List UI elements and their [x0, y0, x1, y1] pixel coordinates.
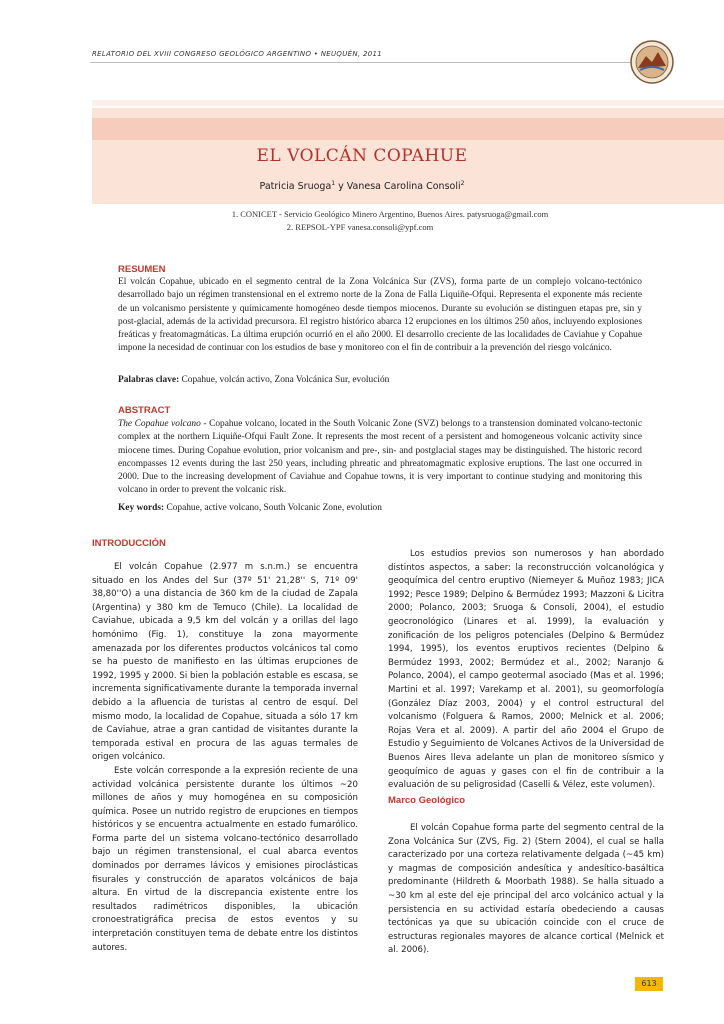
author-2-sup: 2 [460, 180, 465, 187]
paper-title: EL VOLCÁN COPAHUE [256, 146, 468, 166]
resumen-heading: RESUMEN [118, 264, 166, 275]
resumen-keywords-value: Copahue, volcán activo, Zona Volcánica Sur, evolución [179, 375, 390, 385]
author-1: Patricia Sruoga [259, 181, 332, 193]
author-1-sup: 1 [331, 180, 336, 187]
resumen-text: El volcán Copahue, ubicado en el segmento central de la Zona Volcánica Sur (ZVS), forma parte de un complejo volcano-tectónico desarrollado bajo un régimen transtensional en el extremo norte de la Zona de Falla Liquiñe-Ofqui. Representa el exponente más reciente de un volcanismo persistente y químicamente homogéneo desde tiempos miocenos. Durante su evolución se distinguen etapas pre, sin y post-glacial, además de la actividad precursora. El registro histórico abarca 12 erupciones en los últimos 250 años, incluyendo explosiones freáticas y freatomagmáticas. La última erupción ocurrió en el año 2000. El desarrollo creciente de las localidades de Caviahue y Copahue impone la necesidad de continuar con los estudios de base y monitoreo con el fin de contribuir a la prevención del riesgo volcánico. [118, 277, 642, 354]
abstract-body: - Copahue volcano, located in the South Volcanic Zone (SVZ) belongs to a transtension dominated volcano-tectonic complex at the northern Liquiñe-Ofqui Fault Zone. It represents the most recent of a persistent and homogeneous volcanic activity since miocene times. During Copahue evolution, prior volcanism and pre-, sin- and postglacial stages may be distinguished. The historic record encompasses 12 events during the last 250 years, including phreatic and phreatomagmatic explosive eruptions. The last one occurred in 2000. Due to the increasing development of Caviahue and Copahue towns, it is very important to continue studying and monitoring this volcano in order to prevent the volcanic risk. [118, 419, 643, 496]
intro-paragraph-3: Los estudios previos son numerosos y han abordado distintos aspectos, a saber: la reconstrucción volcanológica y geoquímica del centro eruptivo (Niemeyer & Muñoz 1983; JICA 1992; Pesce 1989; Delpino & Bermúdez 1993; Mazzoni & Licitra 2000; Polanco, 2003; Sruoga & Consoli, 2004), el estudio geocronológico (Linares et al. 1999), la evaluación y zonificación de los peligros potenciales (Delpino & Bermúdez 1994, 1995), los eventos eruptivos recientes (Delpino & Bermúdez 1993, 2002; Bermúdez et al., 2002; Naranjo & Polanco, 2004), el campo geotermal asociado (Mas et al. 1996; Martini et al. 1997; Varekamp et al. 2001), su geomorfología (González Díaz 2003, 2004) y el control estructural del volcanismo (Folguera & Ramos, 2000; Melnick et al. 2006; Rojas Vera et al. 2009). A partir del año 2004 el Grupo de Estudio y Seguimiento de Volcanes Activos de la Universidad de Buenos Aires lleva adelante un plan de monitoreo sísmico y geoquímico de aguas y gases con el fin de contribuir a la evaluación de su peligrosidad (Caselli & Vélez, este volumen). [388, 549, 664, 791]
left-column [92, 561, 358, 955]
running-head: RELATORIO DEL XVIII CONGRESO GEOLÓGICO ARGENTINO • NEUQUÉN, 2011 [92, 50, 382, 58]
page-number: 613 [635, 977, 663, 991]
author-connector: y Vanesa Carolina Consoli [335, 181, 461, 193]
header-divider [90, 62, 630, 63]
title-band-top [92, 100, 724, 106]
intro-paragraph-1: El volcán Copahue (2.977 m s.n.m.) se encuentra situado en los Andes del Sur (37º 51' 21,28'' S, 71º 09' 38,80''O) a una distancia de 360 km de la ciudad de Zapala (Argentina) y 380 km de Temuco (Chile). La localidad de Caviahue, ubicada a 9,5 km del volcán y a orillas del lago homónimo (Fig. 1), constituye la zona mayormente amenazada por los diferentes productos volcánicos tal como se ha puesto de manifiesto en las últimas erupciones de 1992, 1995 y 2000. Si bien la población estable es escasa, se incrementa significativamente durante la temporada invernal debido a la afluencia de turistas al centro de esquí. Del mismo modo, la localidad de Copahue, situada a sólo 17 km de Caviahue, atrae a gran cantidad de visitantes durante la temporada estival en procura de las aguas termales de origen volcánico. [92, 562, 358, 763]
abstract-keywords-value: Copahue, active volcano, South Volcanic Zone, evolution [164, 503, 382, 513]
authors [0, 180, 724, 192]
resumen-keywords [118, 375, 642, 385]
introduccion-heading: INTRODUCCIÓN [92, 538, 166, 549]
intro-paragraph-2: Este volcán corresponde a la expresión reciente de una actividad volcánica persistente durante los últimos ~20 millones de años y muy homogénea en su composición química. Posee un nutrido registro de erupciones en tiempos históricos y se encuentra actualmente en estado fumarólico. Forma parte del un sistema volcano-tectónico desarrollado bajo un régimen transtensional, el cual abarca eventos dominados por derrames lávicos y emisiones piroclásticas fisurales y construcción de aparatos volcánicos de baja altura. En virtud de la discrepancia existente entre los resultados radimétricos disponibles, la ubicación cronoestratigráfica precisa de estos eventos y su interpretación constituyen tema de debate entre los distintos autores. [92, 765, 358, 953]
marco-column [388, 822, 664, 958]
resumen-keywords-label: Palabras clave: [118, 375, 180, 385]
title-band-stripe [92, 118, 724, 140]
abstract-lead: The Copahue volcano [118, 419, 201, 429]
abstract-keywords [118, 503, 642, 513]
congress-logo-icon [630, 40, 674, 84]
affiliation-1: 1. CONICET - Servicio Geológico Minero Argentino, Buenos Aires. patysruoga@gmail.com [231, 209, 549, 219]
affiliation-2: 2. REPSOL-YPF vanesa.consoli@ypf.com [286, 222, 434, 232]
abstract-text [118, 418, 642, 498]
abstract-heading: ABSTRACT [118, 405, 171, 416]
right-column [388, 548, 664, 793]
marco-heading: Marco Geológico [388, 795, 466, 806]
marco-paragraph-1: El volcán Copahue forma parte del segmento central de la Zona Volcánica Sur (ZVS, Fig. 2) (Stern 2004), el cual se halla caracterizado por una corteza relativamente delgada (~45 km) y magmas de composición andesítica y andesítico-basáltica predominante (Hildreth & Moorbath 1988). Se halla situado a ~30 km al este del eje principal del arco volcánico actual y la persistencia en su actividad estaría obedeciendo a causas tectónicas ya que su ubicación coincide con el cruce de estructuras regionales mayores de alcance cortical (Melnick et al. 2006). [388, 823, 664, 956]
abstract-keywords-label: Key words: [118, 503, 165, 513]
